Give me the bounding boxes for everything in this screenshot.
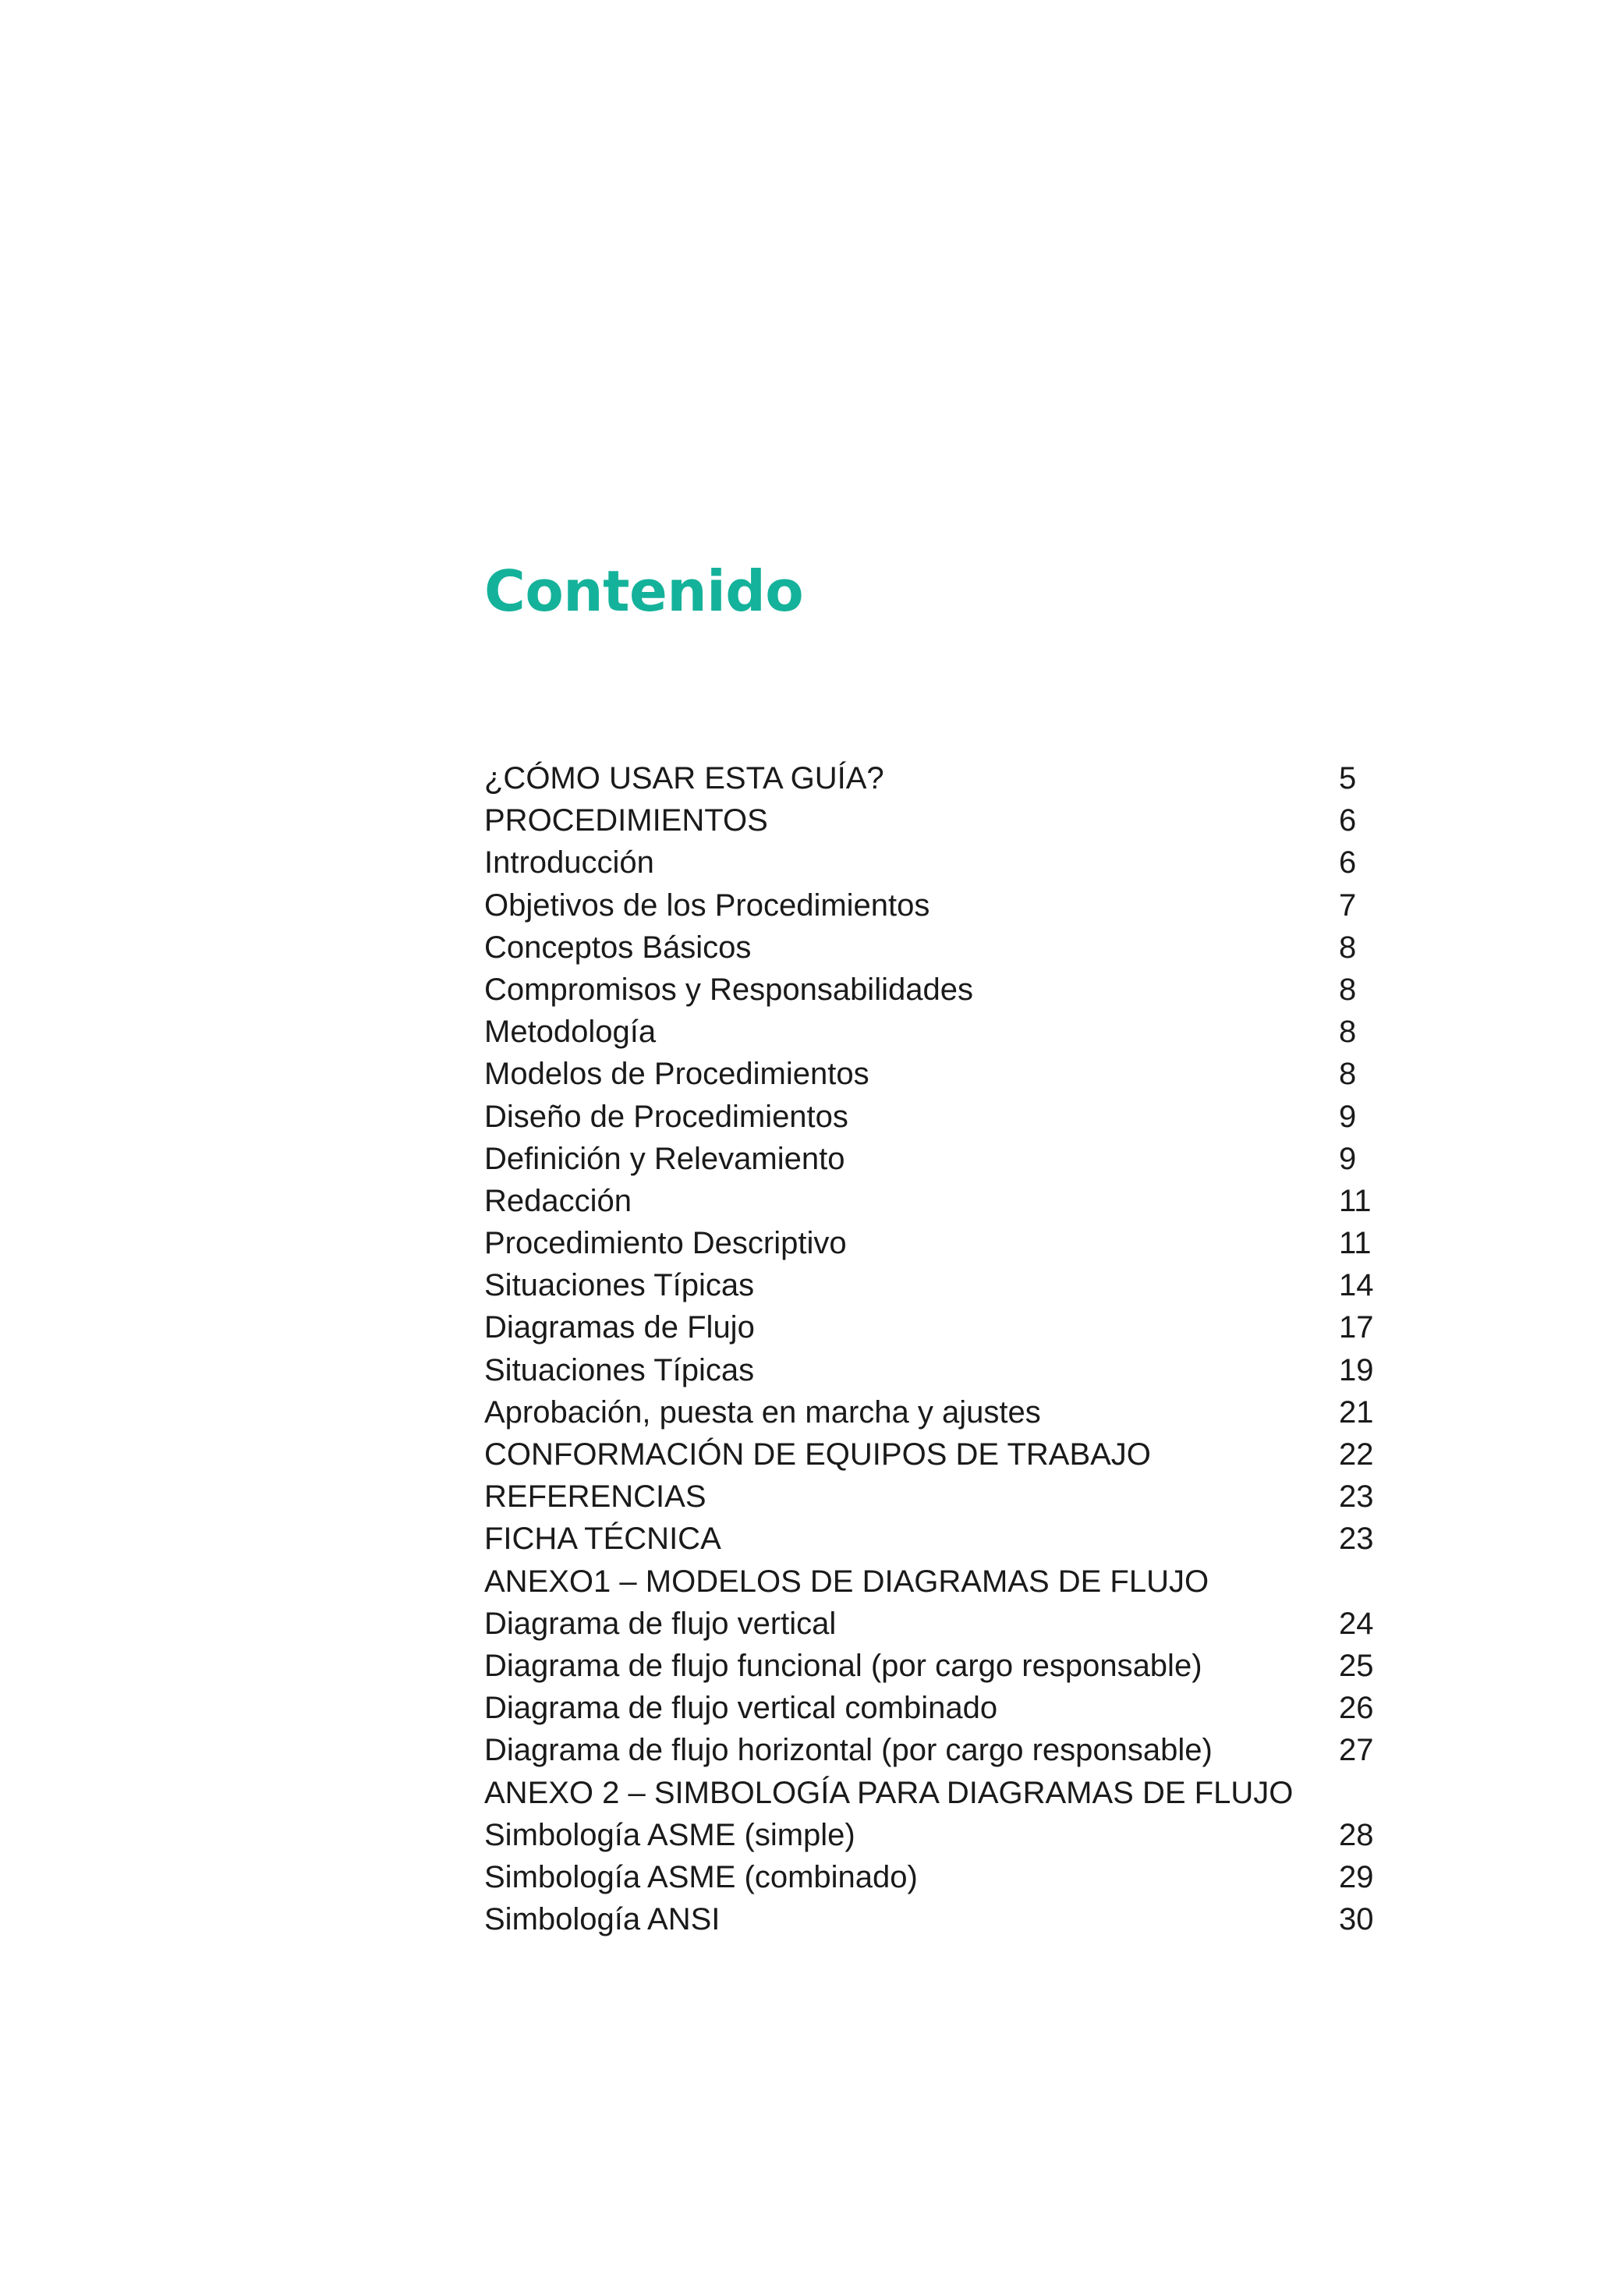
toc-entry[interactable]: [484, 1729, 1381, 1771]
toc-entry-page-number: 9: [1339, 1141, 1357, 1176]
toc-entry[interactable]: [484, 1603, 1381, 1645]
toc-entry[interactable]: [484, 1011, 1381, 1053]
toc-entry[interactable]: [484, 1856, 1381, 1898]
toc-entry-title: CONFORMACIÓN DE EQUIPOS DE TRABAJO: [484, 1437, 1151, 1472]
toc-entry-page-number: 6: [1339, 803, 1357, 838]
toc-entry-title: Definición y Relevamiento: [484, 1141, 845, 1176]
toc-entry-page-number: 21: [1339, 1394, 1374, 1430]
toc-entry[interactable]: [484, 1138, 1381, 1180]
toc-entry-page-number: 24: [1339, 1606, 1374, 1641]
toc-entry-page-number: 19: [1339, 1352, 1374, 1387]
toc-entry-title: ¿CÓMO USAR ESTA GUÍA?: [484, 761, 884, 795]
toc-entry-title: Modelos de Procedimientos: [484, 1057, 869, 1092]
toc-entry[interactable]: [484, 1264, 1381, 1306]
toc-entry-page-number: 27: [1339, 1733, 1374, 1768]
toc-entry-title: Diagrama de flujo vertical: [484, 1606, 837, 1641]
toc-entry-page-number: 8: [1339, 1057, 1357, 1092]
toc-entry-title: FICHA TÉCNICA: [484, 1522, 721, 1557]
toc-entry-page-number: 7: [1339, 888, 1357, 923]
toc-entry[interactable]: [484, 1476, 1381, 1518]
toc-entry-title: Procedimiento Descriptivo: [484, 1226, 847, 1261]
toc-entry[interactable]: [484, 799, 1381, 842]
toc-entry-title: Situaciones Típicas: [484, 1268, 755, 1303]
toc-entry-page-number: 9: [1339, 1099, 1357, 1134]
toc-entry-title: Redacción: [484, 1183, 632, 1218]
toc-entry-page-number: 8: [1339, 972, 1357, 1007]
toc-entry[interactable]: [484, 1518, 1381, 1560]
toc-entry[interactable]: [484, 1561, 1381, 1603]
toc-entry[interactable]: [484, 842, 1381, 884]
toc-entry-page-number: 30: [1339, 1902, 1374, 1937]
toc-entry-title: ANEXO 2 – SIMBOLOGÍA PARA DIAGRAMAS DE FLUJO: [484, 1775, 1294, 1810]
toc-entry-page-number: 11: [1339, 1226, 1372, 1261]
toc-entry-page-number: 5: [1339, 761, 1357, 795]
toc-entry-title: Diagrama de flujo vertical combinado: [484, 1691, 998, 1726]
toc-entry[interactable]: [484, 1180, 1381, 1222]
toc-entry[interactable]: [484, 1349, 1381, 1391]
toc-entry-title: Diseño de Procedimientos: [484, 1099, 848, 1134]
toc-entry[interactable]: [484, 1391, 1381, 1433]
page-title: Contenido: [484, 558, 804, 624]
toc-entry[interactable]: [484, 969, 1381, 1011]
toc-entry-title: Introducción: [484, 845, 654, 880]
toc-entry-title: Diagrama de flujo funcional (por cargo responsable): [484, 1648, 1202, 1683]
toc-entry-title: Diagrama de flujo horizontal (por cargo responsable): [484, 1733, 1213, 1768]
toc-entry-title: Simbología ASME (combinado): [484, 1859, 918, 1894]
toc-entry[interactable]: [484, 1053, 1381, 1095]
toc-entry-title: Diagramas de Flujo: [484, 1310, 755, 1345]
toc-entry[interactable]: [484, 1687, 1381, 1729]
toc-entry[interactable]: [484, 927, 1381, 969]
toc-entry-title: Compromisos y Responsabilidades: [484, 972, 973, 1007]
toc-entry[interactable]: [484, 1772, 1381, 1814]
toc-entry-page-number: 22: [1339, 1437, 1374, 1472]
toc-entry-title: Objetivos de los Procedimientos: [484, 888, 930, 923]
toc-entry-title: REFERENCIAS: [484, 1479, 706, 1515]
toc-entry[interactable]: [484, 1222, 1381, 1264]
toc-entry-title: Conceptos Básicos: [484, 930, 752, 965]
toc-entry-page-number: 25: [1339, 1648, 1374, 1683]
table-of-contents: [484, 757, 1381, 1940]
toc-entry-page-number: 6: [1339, 845, 1357, 880]
toc-entry[interactable]: [484, 1898, 1381, 1940]
toc-entry-page-number: 29: [1339, 1859, 1374, 1894]
toc-entry-title: Aprobación, puesta en marcha y ajustes: [484, 1394, 1041, 1430]
toc-entry-title: PROCEDIMIENTOS: [484, 803, 768, 838]
toc-entry-page-number: 8: [1339, 930, 1357, 965]
toc-entry-page-number: 8: [1339, 1015, 1357, 1050]
toc-entry-title: ANEXO1 – MODELOS DE DIAGRAMAS DE FLUJO: [484, 1564, 1209, 1599]
toc-entry[interactable]: [484, 1814, 1381, 1856]
toc-entry-title: Simbología ASME (simple): [484, 1817, 855, 1852]
toc-entry[interactable]: [484, 1645, 1381, 1687]
toc-entry-title: Simbología ANSI: [484, 1902, 721, 1937]
toc-entry[interactable]: [484, 1096, 1381, 1138]
toc-entry-page-number: 23: [1339, 1522, 1374, 1557]
toc-entry-title: Metodología: [484, 1015, 657, 1050]
toc-entry[interactable]: [484, 884, 1381, 927]
toc-entry-page-number: 23: [1339, 1479, 1374, 1515]
toc-entry[interactable]: [484, 1306, 1381, 1348]
toc-entry-page-number: 14: [1339, 1268, 1374, 1303]
toc-entry[interactable]: [484, 1433, 1381, 1476]
toc-entry[interactable]: [484, 757, 1381, 799]
toc-entry-page-number: 26: [1339, 1691, 1374, 1726]
toc-entry-title: Situaciones Típicas: [484, 1352, 755, 1387]
toc-entry-page-number: 11: [1339, 1183, 1372, 1218]
toc-entry-page-number: 28: [1339, 1817, 1374, 1852]
toc-entry-page-number: 17: [1339, 1310, 1374, 1345]
